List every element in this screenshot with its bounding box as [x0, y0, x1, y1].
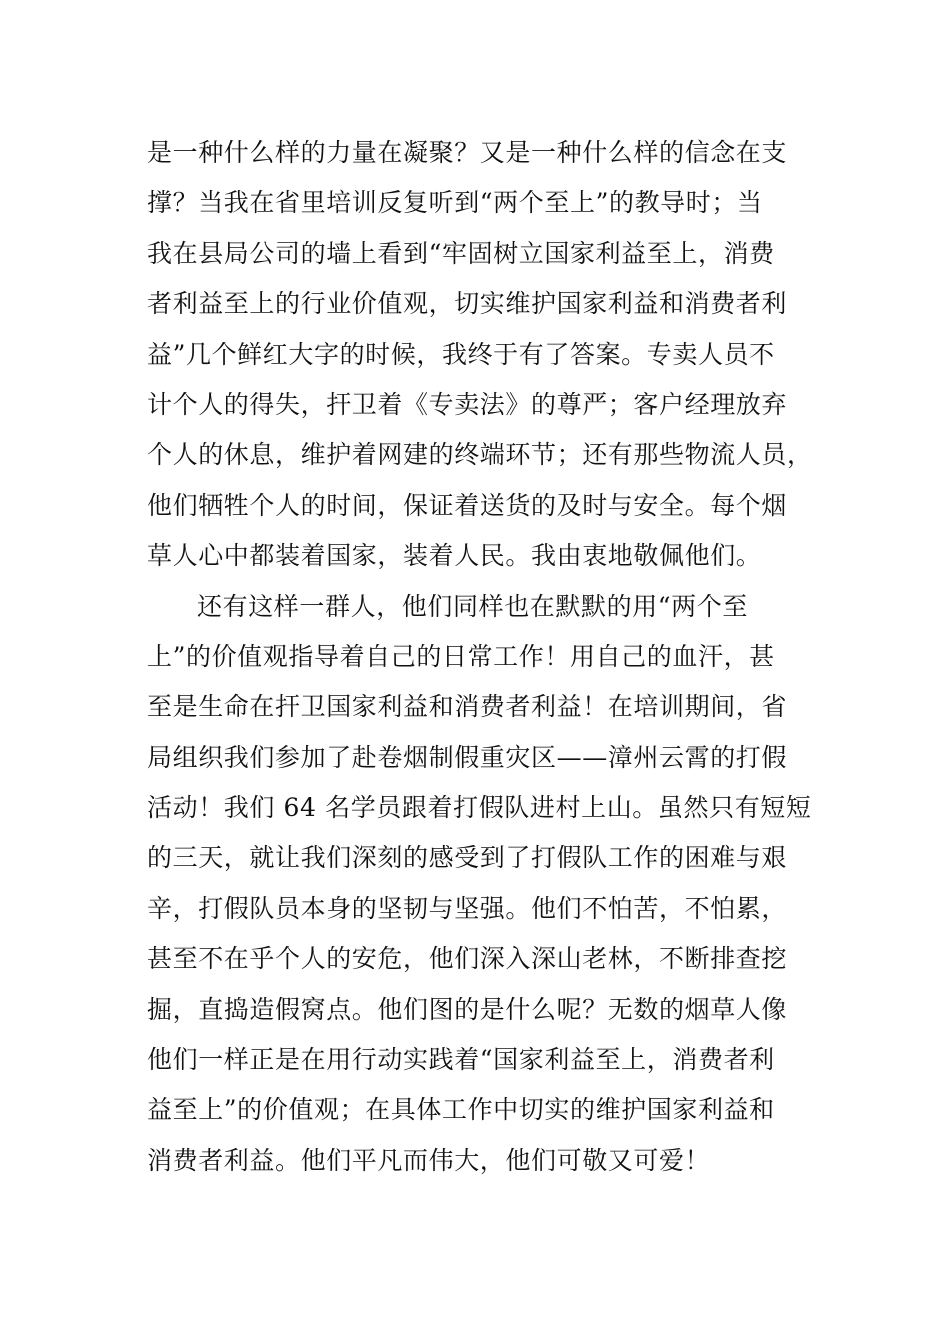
document-body — [147, 128, 813, 1186]
text-line: 局组织我们参加了赴卷烟制假重灾区——漳州云霄的打假 — [147, 742, 788, 772]
text-line: 者利益至上的行业价值观，切实维护国家利益和消费者利 — [147, 289, 788, 319]
text-line: 他们一样正是在用行动实践着“国家利益至上，消费者利 — [147, 1045, 775, 1075]
text-line: 活动！我们 64 名学员跟着打假队进村上山。虽然只有短短 — [147, 793, 812, 823]
text-line: 上”的价值观指导着自己的日常工作！用自己的血汗，甚 — [147, 641, 775, 671]
text-line: 至是生命在扞卫国家利益和消费者利益！在培训期间，省 — [147, 692, 788, 722]
text-line: 消费者利益。他们平凡而伟大，他们可敬又可爱！ — [147, 1145, 711, 1175]
text-line: 益至上”的价值观；在具体工作中切实的维护国家利益和 — [147, 1095, 775, 1125]
paragraph-start-line: 还有这样一群人，他们同样也在默默的用“两个至 — [197, 591, 748, 621]
text-line: 的三天，就让我们深刻的感受到了打假队工作的困难与艰 — [147, 843, 788, 873]
text-line: 他们牺牲个人的时间，保证着送货的及时与安全。每个烟 — [147, 490, 788, 520]
text-line: 撑？当我在省里培训反复听到“两个至上”的教导时；当 — [147, 188, 763, 218]
text-line: 益”几个鲜红大字的时候，我终于有了答案。专卖人员不 — [147, 339, 775, 369]
text-line: 掘，直捣造假窝点。他们图的是什么呢？无数的烟草人像 — [147, 994, 788, 1024]
text-line: 计个人的得失，扞卫着《专卖法》的尊严；客户经理放弃 — [147, 389, 788, 419]
text-line: 草人心中都装着国家，装着人民。我由衷地敬佩他们。 — [147, 541, 762, 571]
text-line: 甚至不在乎个人的安危，他们深入深山老林，不断排查挖 — [147, 944, 788, 974]
text-line: 个人的休息，维护着网建的终端环节；还有那些物流人员， — [147, 440, 813, 470]
text-line: 是一种什么样的力量在凝聚？又是一种什么样的信念在支 — [147, 138, 788, 167]
text-line: 我在县局公司的墙上看到“牢固树立国家利益至上，消费 — [147, 238, 775, 268]
text-line: 辛，打假队员本身的坚韧与坚强。他们不怕苦，不怕累， — [147, 893, 788, 923]
